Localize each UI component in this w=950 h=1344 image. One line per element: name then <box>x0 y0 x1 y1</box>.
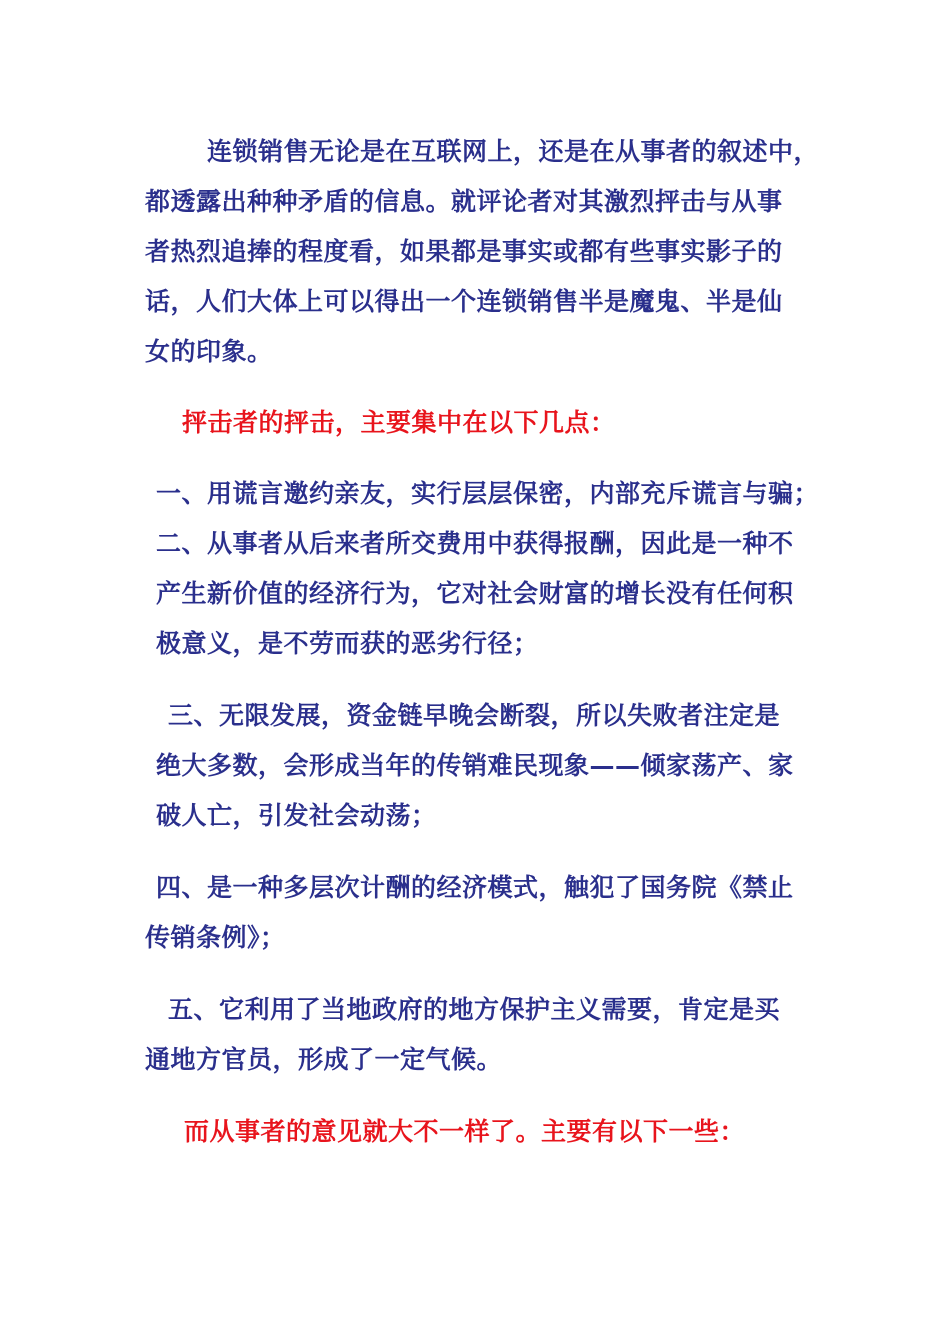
point-5-line-1: 五、它利用了当地政府的地方保护主义需要，肯定是买 <box>168 995 781 1024</box>
point-2-line-3: 极意义，是不劳而获的恶劣行径； <box>156 629 539 658</box>
practitioners-heading: 而从事者的意见就大不一样了。主要有以下一些： <box>184 1117 746 1146</box>
point-3-line-3: 破人亡，引发社会动荡； <box>156 801 437 830</box>
point-2-line-1: 二、从事者从后来者所交费用中获得报酬，因此是一种不 <box>156 529 794 558</box>
intro-line-5: 女的印象。 <box>145 337 273 366</box>
intro-line-1: 连锁销售无论是在互联网上，还是在从事者的叙述中， <box>207 137 820 166</box>
intro-line-4: 话，人们大体上可以得出一个连锁销售半是魔鬼、半是仙 <box>145 287 783 316</box>
intro-line-3: 者热烈追捧的程度看，如果都是事实或都有些事实影子的 <box>145 237 783 266</box>
point-1-line-1: 一、用谎言邀约亲友，实行层层保密，内部充斥谎言与骗； <box>156 479 820 508</box>
intro-line-2: 都透露出种种矛盾的信息。就评论者对其激烈抨击与从事 <box>145 187 783 216</box>
point-4-line-2: 传销条例》； <box>145 923 286 952</box>
point-3-line-2: 绝大多数，会形成当年的传销难民现象——倾家荡产、家 <box>156 751 794 780</box>
point-2-line-2: 产生新价值的经济行为，它对社会财富的增长没有任何积 <box>156 579 794 608</box>
point-3-line-1: 三、无限发展，资金链早晚会断裂，所以失败者注定是 <box>168 701 781 730</box>
point-5-line-2: 通地方官员，形成了一定气候。 <box>145 1045 503 1074</box>
critics-heading: 抨击者的抨击，主要集中在以下几点： <box>182 408 616 437</box>
point-4-line-1: 四、是一种多层次计酬的经济模式，触犯了国务院《禁止 <box>156 873 794 902</box>
